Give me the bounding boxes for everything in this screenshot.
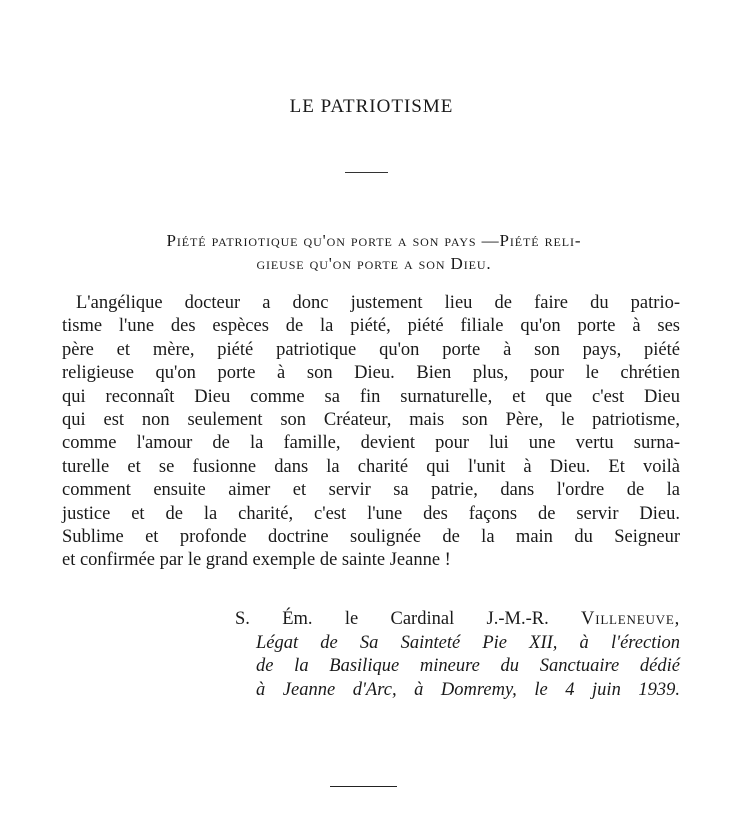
body-line: Sublime et profonde doctrine soulignée de la main du Seigneur <box>62 527 680 548</box>
attribution-line: de la Basilique mineure du Sanctuaire dédié <box>256 656 680 677</box>
body-line: qui reconnaît Dieu comme sa fin surnaturelle, et que c'est Dieu <box>62 386 680 407</box>
body-line: turelle et se fusionne dans la charité qui l'unit à Dieu. Et voilà <box>62 456 680 477</box>
author-name: Villeneuve, <box>581 609 681 629</box>
page-title: LE PATRIOTISME <box>289 96 454 117</box>
title-divider <box>345 172 388 173</box>
subtitle-line: gieuse qu'on porte a son Dieu. <box>256 254 492 273</box>
attribution-author-line <box>235 608 680 632</box>
attribution-block <box>235 608 680 702</box>
body-line: père et mère, piété patriotique qu'on porte à son pays, piété <box>62 339 680 360</box>
subtitle-line: Piété patriotique qu'on porte a son pays —Piété reli- <box>166 231 582 250</box>
body-line: et confirmée par le grand exemple de sainte Jeanne ! <box>62 550 451 571</box>
body-line: comme l'amour de la famille, devient pour lui une vertu surna- <box>62 433 680 454</box>
body-line: tisme l'une des espèces de la piété, piété filiale qu'on porte à ses <box>62 316 680 337</box>
body-paragraph <box>62 292 680 573</box>
body-line: comment ensuite aimer et servir sa patrie, dans l'ordre de la <box>62 480 680 501</box>
end-divider <box>330 786 397 787</box>
body-line: religieuse qu'on porte à son Dieu. Bien plus, pour le chrétien <box>62 363 680 384</box>
attribution-line: Légat de Sa Sainteté Pie XII, à l'érection <box>256 632 680 653</box>
author-prefix: S. Ém. le Cardinal J.-M.-R. <box>235 609 549 629</box>
attribution-line: à Jeanne d'Arc, à Domremy, le 4 juin 1939. <box>256 679 680 700</box>
body-line: justice et de la charité, c'est l'une des façons de servir Dieu. <box>62 503 680 524</box>
body-line: qui est non seulement son Créateur, mais son Père, le patriotisme, <box>62 410 680 431</box>
section-subtitle <box>68 229 680 275</box>
body-line: L'angélique docteur a donc justement lieu de faire du patrio- <box>76 293 680 313</box>
